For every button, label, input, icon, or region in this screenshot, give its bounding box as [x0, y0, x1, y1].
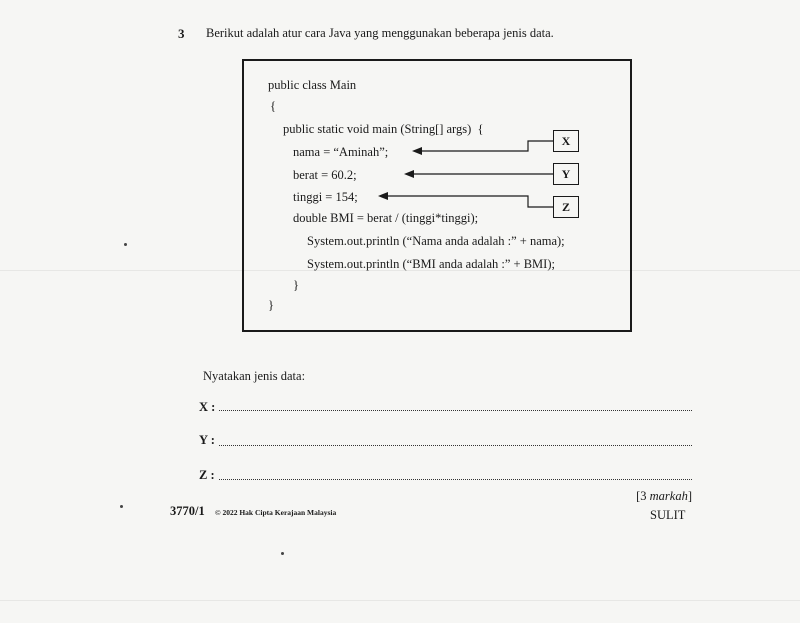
label-z-box: Z: [553, 196, 579, 218]
code-line-close-brace-inner: }: [293, 278, 299, 292]
answer-label-z: Z :: [199, 468, 215, 482]
speck: [124, 243, 127, 246]
speck: [120, 505, 123, 508]
marks-word: markah: [649, 489, 688, 503]
code-line-open-brace: {: [270, 99, 276, 113]
code-line-bmi: double BMI = berat / (tinggi*tinggi);: [293, 211, 479, 225]
code-line-nama: nama = “Aminah”;: [293, 145, 389, 159]
marks-open: [3: [636, 489, 647, 503]
marks-indicator: [636, 489, 692, 504]
question-text: Berikut adalah atur cara Java yang menggunakan beberapa jenis data.: [206, 26, 554, 40]
code-line-close-brace-outer: }: [268, 298, 274, 312]
code-line-class: public class Main: [268, 78, 357, 92]
answer-line-y[interactable]: [219, 445, 692, 446]
bleed-line: [0, 600, 800, 601]
code-line-print-nama: System.out.println (“Nama anda adalah :” + nama);: [307, 234, 565, 248]
answer-line-z[interactable]: [219, 479, 692, 480]
answer-line-x[interactable]: [219, 410, 692, 411]
code-line-tinggi: tinggi = 154;: [293, 190, 358, 204]
answer-label-y: Y :: [199, 433, 215, 447]
instruction-text: Nyatakan jenis data:: [203, 369, 306, 383]
paper-code: 3770/1: [170, 504, 205, 518]
question-number: 3: [178, 26, 185, 41]
copyright-text: © 2022 Hak Cipta Kerajaan Malaysia: [215, 508, 337, 517]
label-y-box: Y: [553, 163, 579, 185]
classification-label: SULIT: [650, 508, 686, 522]
code-line-print-bmi: System.out.println (“BMI anda adalah :” + BMI);: [307, 257, 555, 271]
code-line-main: public static void main (String[] args) {: [283, 122, 484, 136]
label-x-box: X: [553, 130, 579, 152]
code-line-berat: berat = 60.2;: [293, 168, 357, 182]
answer-label-x: X :: [199, 400, 216, 414]
speck: [281, 552, 284, 555]
marks-close: ]: [687, 489, 692, 503]
